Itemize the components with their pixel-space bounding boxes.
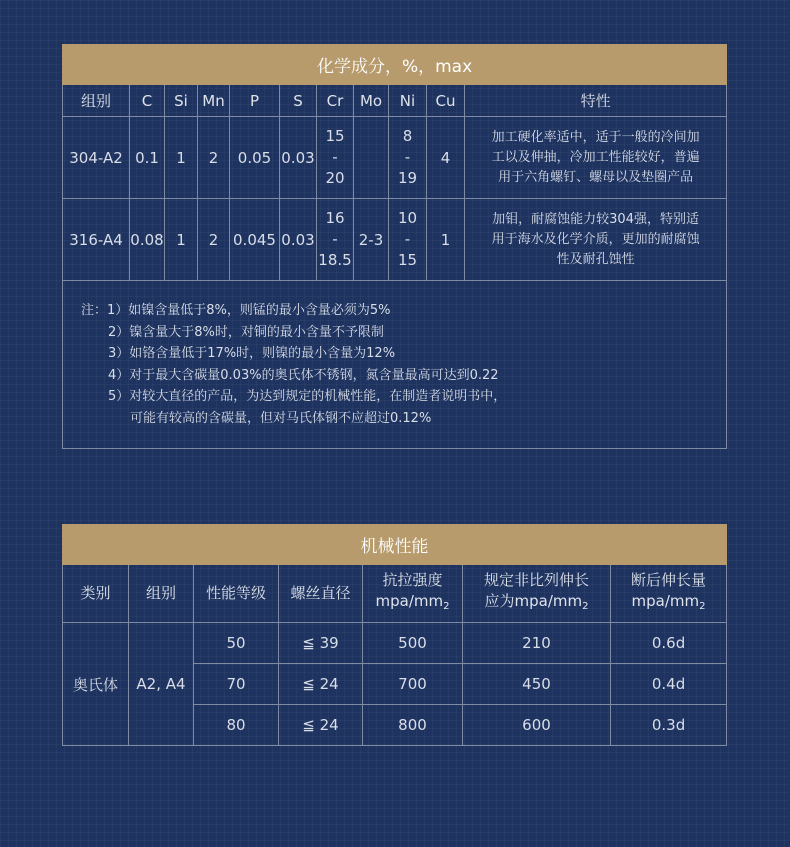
note-line: 4）对于最大含碳量0.03%的奥氏体不锈钢，氮含量最高可达到0.22: [108, 367, 499, 383]
cell-mo: 2-3: [354, 199, 389, 281]
cell-c: 0.1: [130, 117, 165, 199]
cell-grade: 70: [194, 664, 279, 705]
header-group: 组别: [129, 565, 194, 623]
cell-ni: 10 - 15: [389, 199, 427, 281]
header-mo: Mo: [354, 85, 389, 117]
cell-p: 0.05: [230, 117, 280, 199]
cell-elongation: 0.4d: [611, 664, 727, 705]
cell-ni: 8 - 19: [389, 117, 427, 199]
header-category: 类别: [63, 565, 129, 623]
note-line: 5）对较大直径的产品，为达到规定的机械性能，在制造者说明书中，: [108, 389, 507, 404]
cell-si: 1: [165, 117, 198, 199]
cell-s: 0.03: [280, 117, 317, 199]
header-tensile: 抗拉强度 mpa/$mm_2$: [363, 565, 463, 623]
mechanical-properties-table: [62, 524, 727, 746]
note-line: 注：1）如镍含量低于8%，则锰的最小含量必须为5%: [81, 303, 391, 318]
header-si: Si: [165, 85, 198, 117]
cell-mo: [354, 117, 389, 199]
cell-group: A2, A4: [129, 623, 194, 746]
header-cu: Cu: [427, 85, 465, 117]
cell-category: 奥氏体: [63, 623, 129, 746]
header-elongation: 断后伸长量 mpa/$mm_2$: [611, 565, 727, 623]
cell-mn: 2: [198, 117, 230, 199]
header-s: S: [280, 85, 317, 117]
cell-grade: 80: [194, 705, 279, 746]
cell-cr: 16 - 18.5: [317, 199, 354, 281]
cell-c: 0.08: [130, 199, 165, 281]
header-c: C: [130, 85, 165, 117]
cell-tensile: 700: [363, 664, 463, 705]
table-row: [63, 117, 727, 199]
cell-yield: 210: [463, 623, 611, 664]
cell-tensile: 500: [363, 623, 463, 664]
cell-yield: 450: [463, 664, 611, 705]
header-feature: 特性: [465, 85, 727, 117]
header-yield: 规定非比列伸长 应为mpa/$mm_2$: [463, 565, 611, 623]
chemical-composition-table: [62, 44, 727, 449]
header-group: 组别: [63, 85, 130, 117]
table-row: [63, 623, 727, 664]
cell-feature: 加钼，耐腐蚀能力较304强，特别适 用于海水及化学介质，更加的耐腐蚀 性及耐孔蚀性: [465, 199, 727, 281]
header-mn: Mn: [198, 85, 230, 117]
cell-elongation: 0.6d: [611, 623, 727, 664]
cell-diameter: ≦ 24: [279, 664, 363, 705]
mech-table-title: 机械性能: [63, 525, 727, 565]
note-line: 可能有较高的含碳量，但对马氏体钢不应超过0.12%: [130, 410, 432, 426]
header-cr: Cr: [317, 85, 354, 117]
cell-feature: 加工硬化率适中，适于一般的冷间加 工以及伸抽，冷加工性能较好，普遍 用于六角螺钉、螺母以及垫圈产品: [465, 117, 727, 199]
cell-diameter: ≦ 24: [279, 705, 363, 746]
cell-s: 0.03: [280, 199, 317, 281]
cell-group: 316-A4: [63, 199, 130, 281]
cell-elongation: 0.3d: [611, 705, 727, 746]
note-line: 3）如铬含量低于17%时，则镍的最小含量为12%: [108, 346, 396, 361]
cell-si: 1: [165, 199, 198, 281]
mech-header-row: [63, 565, 727, 623]
header-ni: Ni: [389, 85, 427, 117]
cell-grade: 50: [194, 623, 279, 664]
notes-section: [63, 281, 727, 449]
chem-table-title: 化学成分，%，max: [63, 45, 727, 85]
cell-group: 304-A2: [63, 117, 130, 199]
cell-mn: 2: [198, 199, 230, 281]
cell-tensile: 800: [363, 705, 463, 746]
cell-cr: 15 - 20: [317, 117, 354, 199]
table-row: [63, 199, 727, 281]
chem-header-row: [63, 85, 727, 117]
cell-cu: 1: [427, 199, 465, 281]
note-line: 2）镍含量大于8%时，对铜的最小含量不予限制: [108, 324, 384, 340]
header-p: P: [230, 85, 280, 117]
header-grade: 性能等级: [194, 565, 279, 623]
header-diameter: 螺丝直径: [279, 565, 363, 623]
cell-p: 0.045: [230, 199, 280, 281]
cell-diameter: ≦ 39: [279, 623, 363, 664]
cell-yield: 600: [463, 705, 611, 746]
cell-cu: 4: [427, 117, 465, 199]
